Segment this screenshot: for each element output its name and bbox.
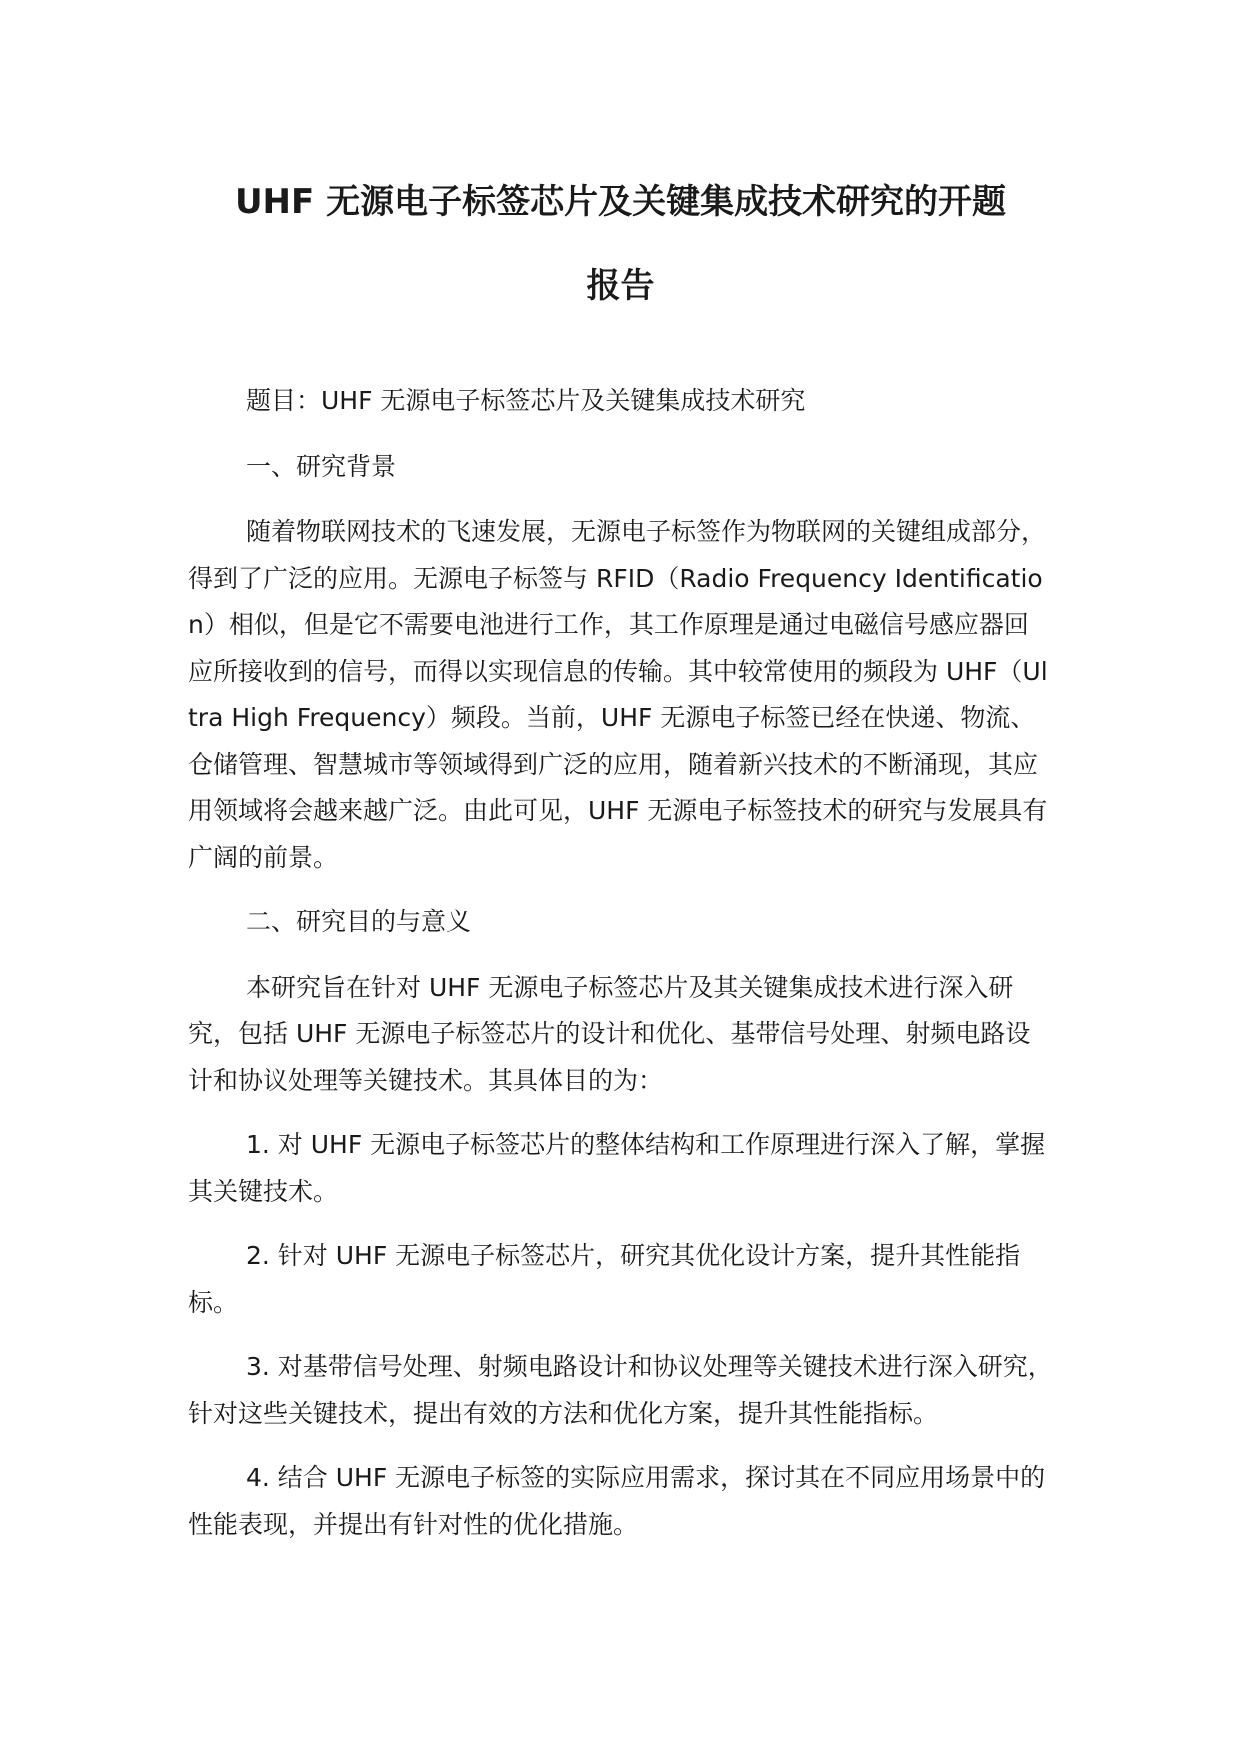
document-title-line-1: UHF 无源电子标签芯片及关键集成技术研究的开题: [234, 182, 1007, 222]
topic-line: 题目：UHF 无源电子标签芯片及关键集成技术研究: [246, 386, 806, 415]
goal-item: 4. 结合 UHF 无源电子标签的实际应用需求，探讨其在不同应用场景中的性能表现，并提出有针对性的优化措施。: [188, 1463, 1046, 1539]
background-paragraph: 随着物联网技术的飞速发展，无源电子标签作为物联网的关键组成部分，得到了广泛的应用。无源电子标签与 RFID（Radio Frequency Identification）相似，但是它不需要电池进行工作，其工作原理是通过电磁信号感应器回应所接收到的信号，而得以实现信息的传输。其中较常使用的频段为 UHF（Ultra High Frequency）频段。当前，UHF 无源电子标签已经在快递、物流、仓储管理、智慧城市等领域得到广泛的应用，随着新兴技术的不断涌现，其应用领域将会越来越广泛。由此可见，UHF 无源电子标签技术的研究与发展具有广阔的前景。: [188, 517, 1048, 872]
goal-item: 3. 对基带信号处理、射频电路设计和协议处理等关键技术进行深入研究，针对这些关键技术，提出有效的方法和优化方案，提升其性能指标。: [188, 1352, 1053, 1428]
document-title-line-2: 报告: [586, 266, 655, 306]
section-heading-purpose: 二、研究目的与意义: [246, 907, 472, 936]
goal-item: 2. 针对 UHF 无源电子标签芯片，研究其优化设计方案，提升其性能指标。: [188, 1241, 1021, 1317]
purpose-paragraph: 本研究旨在针对 UHF 无源电子标签芯片及其关键集成技术进行深入研究，包括 UHF 无源电子标签芯片的设计和优化、基带信号处理、射频电路设计和协议处理等关键技术。其具体目的为：: [188, 972, 1031, 1095]
section-heading-background: 一、研究背景: [246, 451, 397, 481]
goal-item: 1. 对 UHF 无源电子标签芯片的整体结构和工作原理进行深入了解，掌握其关键技术。: [188, 1130, 1046, 1206]
document-body: [188, 378, 1053, 1566]
